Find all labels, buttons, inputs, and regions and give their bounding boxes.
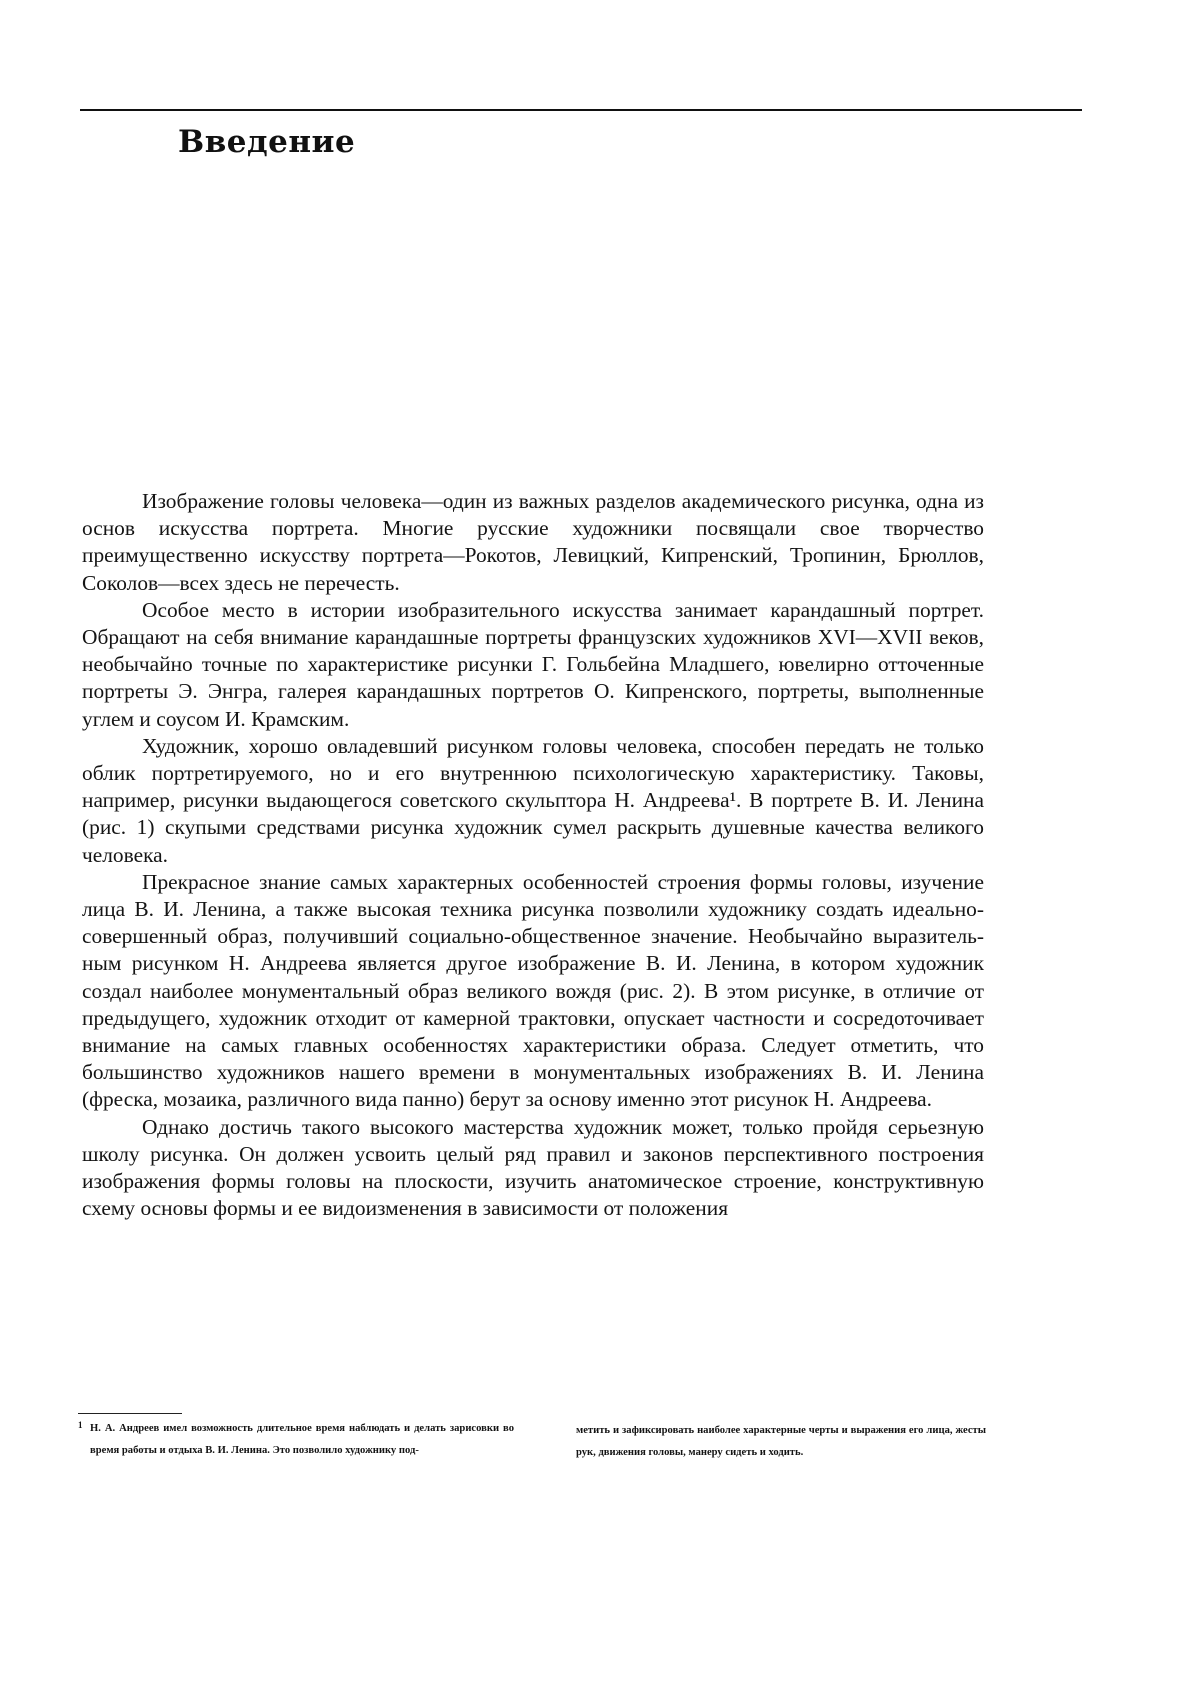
footnotes [78,1418,986,1464]
footnote-mark: 1 [78,1420,83,1430]
paragraph-3: Художник, хорошо овладевший рисунком головы человека, способен передать не только облик портретируемого, но и его внутреннюю психологическую характеристику. Таковы, например, рисунки выдающегося советского скульптора Н. Андреева¹. В портрете В. И. Ленина (рис. 1) скупыми средствами рисунка художник сумел раскрыть душевные качества великого человека. [82,733,984,867]
footnote-left-column [78,1418,514,1464]
body-text [82,488,984,1222]
paragraph-2: Особое место в истории изобразительного искусства занимает карандашный портрет. Обращают на себя внимание карандашные портреты французских художников XVI—XVII веков, необычайно точные по характеристике рисунки Г. Гольбейна Младшего, ювелирно отточенные портреты Э. Энгра, галерея карандашных портретов О. Кипренского, портреты, выполненные углем и соусом И. Крамским. [82,597,984,731]
page-title: Введение [178,124,356,160]
footnote-rule [78,1413,182,1414]
paragraph-5: Однако достичь такого высокого мастерства художник может, только пройдя серьезную школу рисунка. Он должен усвоить целый ряд правил и законов перспективного построения изображения формы головы на плоскости, изучить анатомическое строение, конструктивную схему основы формы и ее видоизменения в зависимости от положения [82,1114,984,1221]
footnote-left-text: Н. А. Андреев имел возможность длительное время наблюдать и делать зарисовки во время работы и отдыха В. И. Ленина. Это позволило художнику под- [90,1423,514,1456]
paragraph-1: Изображение головы человека—один из важных разделов академического рисунка, одна из основ искусства портрета. Многие русские художники посвящали свое творчество преимущественно искусству портрета—Рокотов, Левицкий, Кипренский, Тропинин, Брюллов, Соколов—всех здесь не перечесть. [82,489,984,595]
header-rule [80,109,1082,111]
footnote-right-column [576,1418,986,1464]
paragraph-4: Прекрасное знание самых характерных особенностей строения формы головы, изучение лица В. И. Ленина, а также высокая техника рисунка позволили художнику создать идеально-совершенный образ, получивший социально-общественное значение. Необычайно выразительным рисунком Н. Андреева является другое изображение В. И. Ленина, в котором художник создал наиболее монументальный образ великого вождя (рис. 2). В этом рисунке, в отличие от предыдущего, художник отходит от камерной трактовки, опускает частности и сосредоточивает внимание на самых главных особенностях характеристики образа. Следует отметить, что большинство художников нашего времени в монументальных изображениях В. И. Ленина (фреска, мозаика, различного вида панно) берут за основу именно этот рисунок Н. Андреева. [82,869,984,1112]
footnote-right-text: метить и зафиксировать наиболее характерные черты и выражения его лица, жесты рук, движения головы, манеру сидеть и ходить. [576,1425,986,1458]
